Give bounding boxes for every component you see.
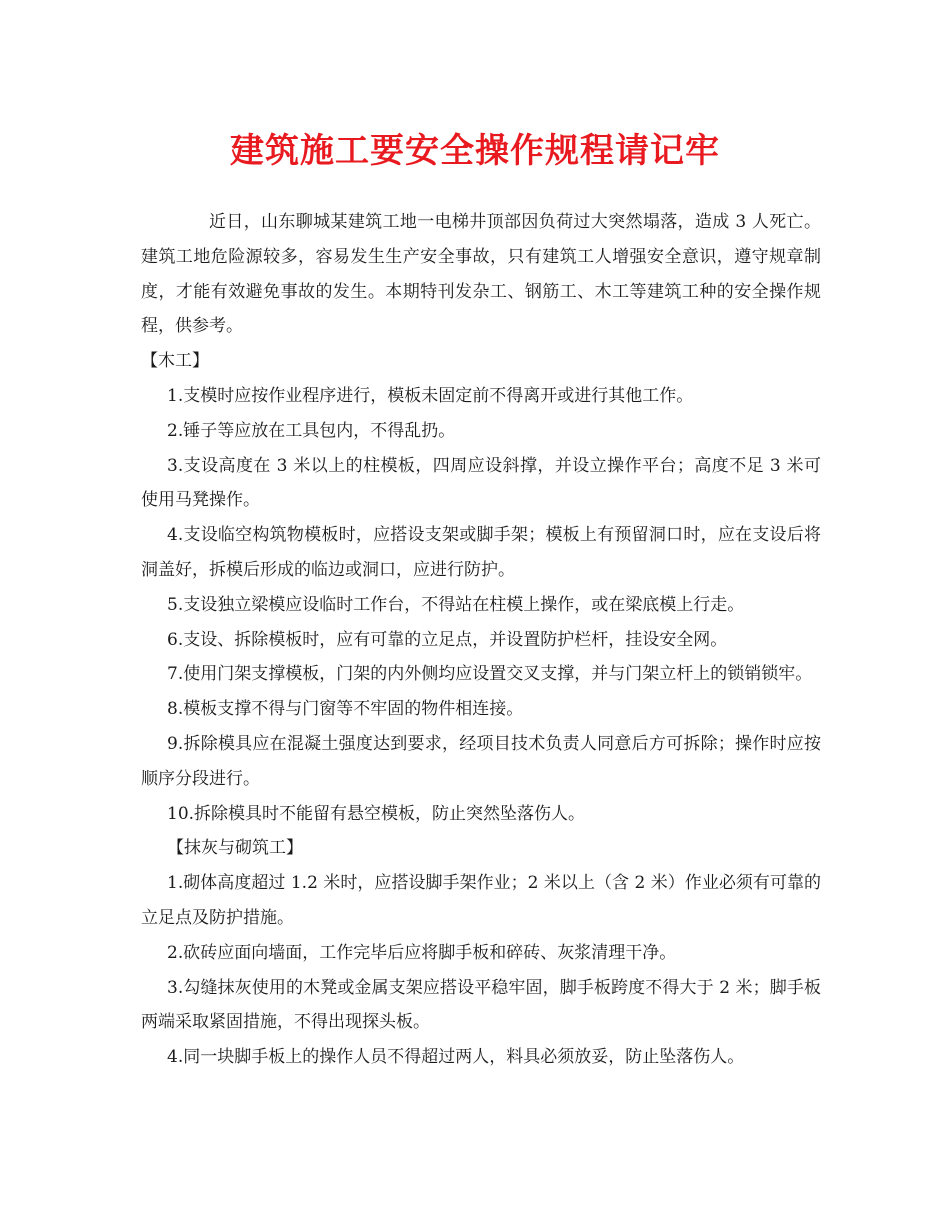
intro-paragraph: 近日，山东聊城某建筑工地一电梯井顶部因负荷过大突然塌落，造成 3 人死亡。建筑工地危险源较多，容易发生生产安全事故，只有建筑工人增强安全意识，遵守规章制度，才能有效避免事故的发生。本期特刊发杂工、钢筋工、木工等建筑工种的安全操作规程，供参考。 [141,212,821,337]
list-item: 6.支设、拆除模板时，应有可靠的立足点，并设置防护栏杆，挂设安全网。 [167,629,728,650]
list-item: 8.模板支撑不得与门窗等不牢固的物件相连接。 [167,699,524,720]
section-heading-plaster-masonry: 【抹灰与砌筑工】 [167,838,303,859]
list-item: 2.锤子等应放在工具包内，不得乱扔。 [167,420,456,441]
list-item: 4.同一块脚手板上的操作人员不得超过两人，料具必须放妥，防止坠落伤人。 [167,1047,745,1068]
list-item: 7.使用门架支撑模板，门架的内外侧均应设置交叉支撑，并与门架立杆上的锁销锁牢。 [167,664,813,685]
section-heading-carpenter: 【木工】 [141,351,209,372]
document-title: 建筑施工要安全操作规程请记牢 [230,131,720,171]
list-item: 1.支模时应按作业程序进行，模板未固定前不得离开或进行其他工作。 [167,385,694,406]
list-item: 3.支设高度在 3 米以上的柱模板，四周应设斜撑，并设立操作平台；高度不足 3 米可使用马凳操作。 [141,455,821,511]
list-item: 9.拆除模具应在混凝土强度达到要求，经项目技术负责人同意后方可拆除；操作时应按顺序分段进行。 [141,733,821,789]
list-item: 5.支设独立梁模应设临时工作台，不得站在柱模上操作，或在梁底模上行走。 [167,594,745,615]
list-item: 4.支设临空构筑物模板时，应搭设支架或脚手架；模板上有预留洞口时，应在支设后将洞盖好，拆模后形成的临边或洞口，应进行防护。 [141,525,821,580]
document-body [141,205,821,1075]
list-item: 2.砍砖应面向墙面，工作完毕后应将脚手板和碎砖、灰浆清理干净。 [167,942,677,963]
list-item: 3.勾缝抹灰使用的木凳或金属支架应搭设平稳牢固，脚手板跨度不得大于 2 米；脚手板两端采取紧固措施，不得出现探头板。 [141,977,821,1033]
list-item: 10.拆除模具时不能留有悬空模板，防止突然坠落伤人。 [167,803,586,824]
list-item: 1.砌体高度超过 1.2 米时，应搭设脚手架作业；2 米以上（含 2 米）作业必须有可靠的立足点及防护措施。 [141,873,821,928]
